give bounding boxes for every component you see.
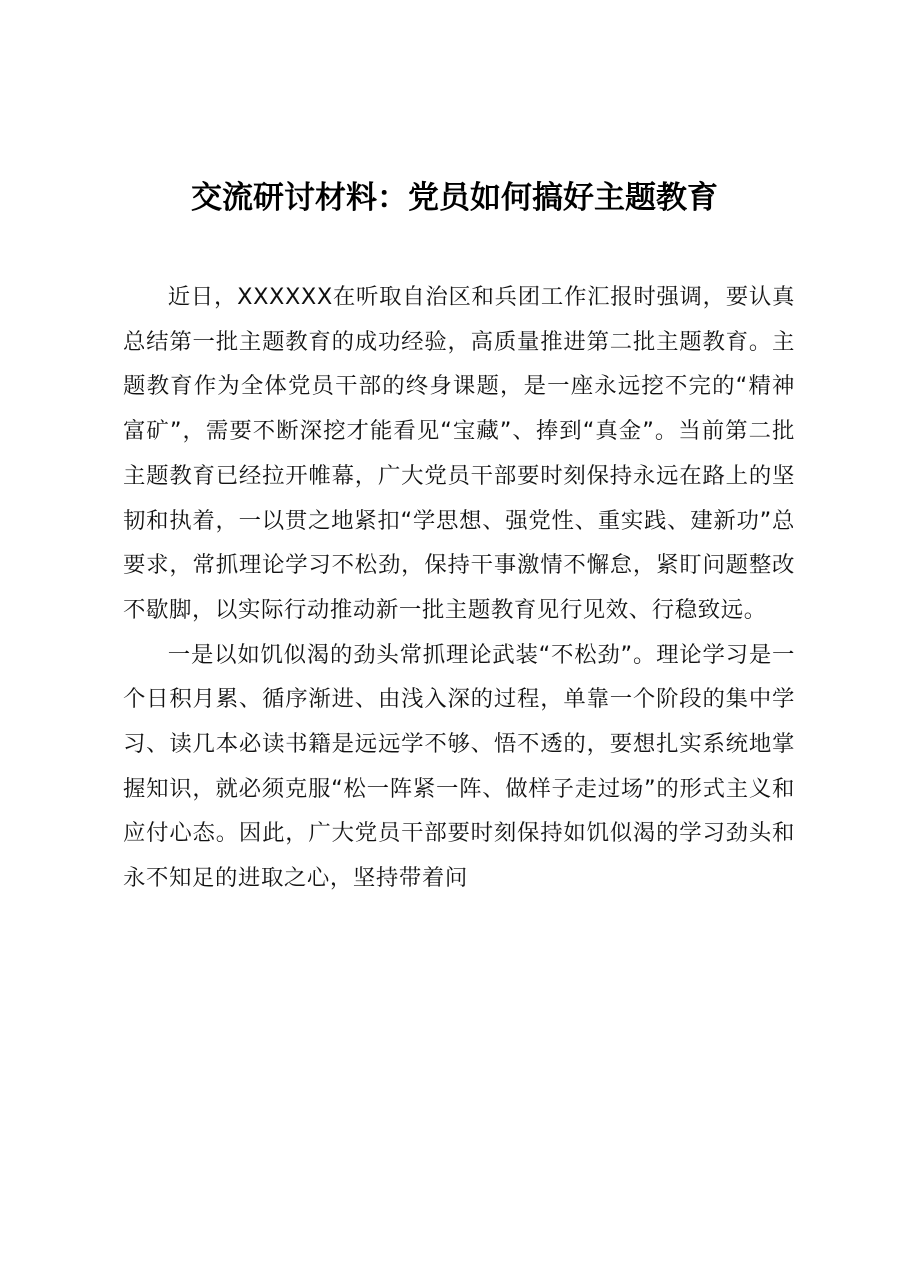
paragraph-point-one: 一是以如饥似渴的劲头常抓理论武装“不松劲”。理论学习是一个日积月累、循序渐进、由浅入深的过程，单靠一个阶段的集中学习、读几本必读书籍是远远学不够、悟不透的，要想扎实系统地掌握知识，就必须克服“松一阵紧一阵、做样子走过场”的形式主义和应付心态。因此，广大党员干部要时刻保持如饥似渴的学习劲头和永不知足的进取之心，坚持带着问 <box>123 641 795 892</box>
paragraph-intro: 近日，XXXXXX在听取自治区和兵团工作汇报时强调，要认真总结第一批主题教育的成功经验，高质量推进第二批主题教育。主题教育作为全体党员干部的终身课题，是一座永远挖不完的“精神富矿”，需要不断深挖才能看见“宝藏”、捧到“真金”。当前第二批主题教育已经拉开帷幕，广大党员干部要时刻保持永远在路上的坚韧和执着，一以贯之地紧扣“学思想、强党性、重实践、建新功”总要求，常抓理论学习不松劲，保持干事激情不懈怠，紧盯问题整改不歇脚，以实际行动推动新一批主题教育见行见效、行稳致远。 <box>123 284 795 623</box>
document-body <box>123 275 795 901</box>
document-title: 交流研讨材料：党员如何搞好主题教育 <box>191 180 718 216</box>
